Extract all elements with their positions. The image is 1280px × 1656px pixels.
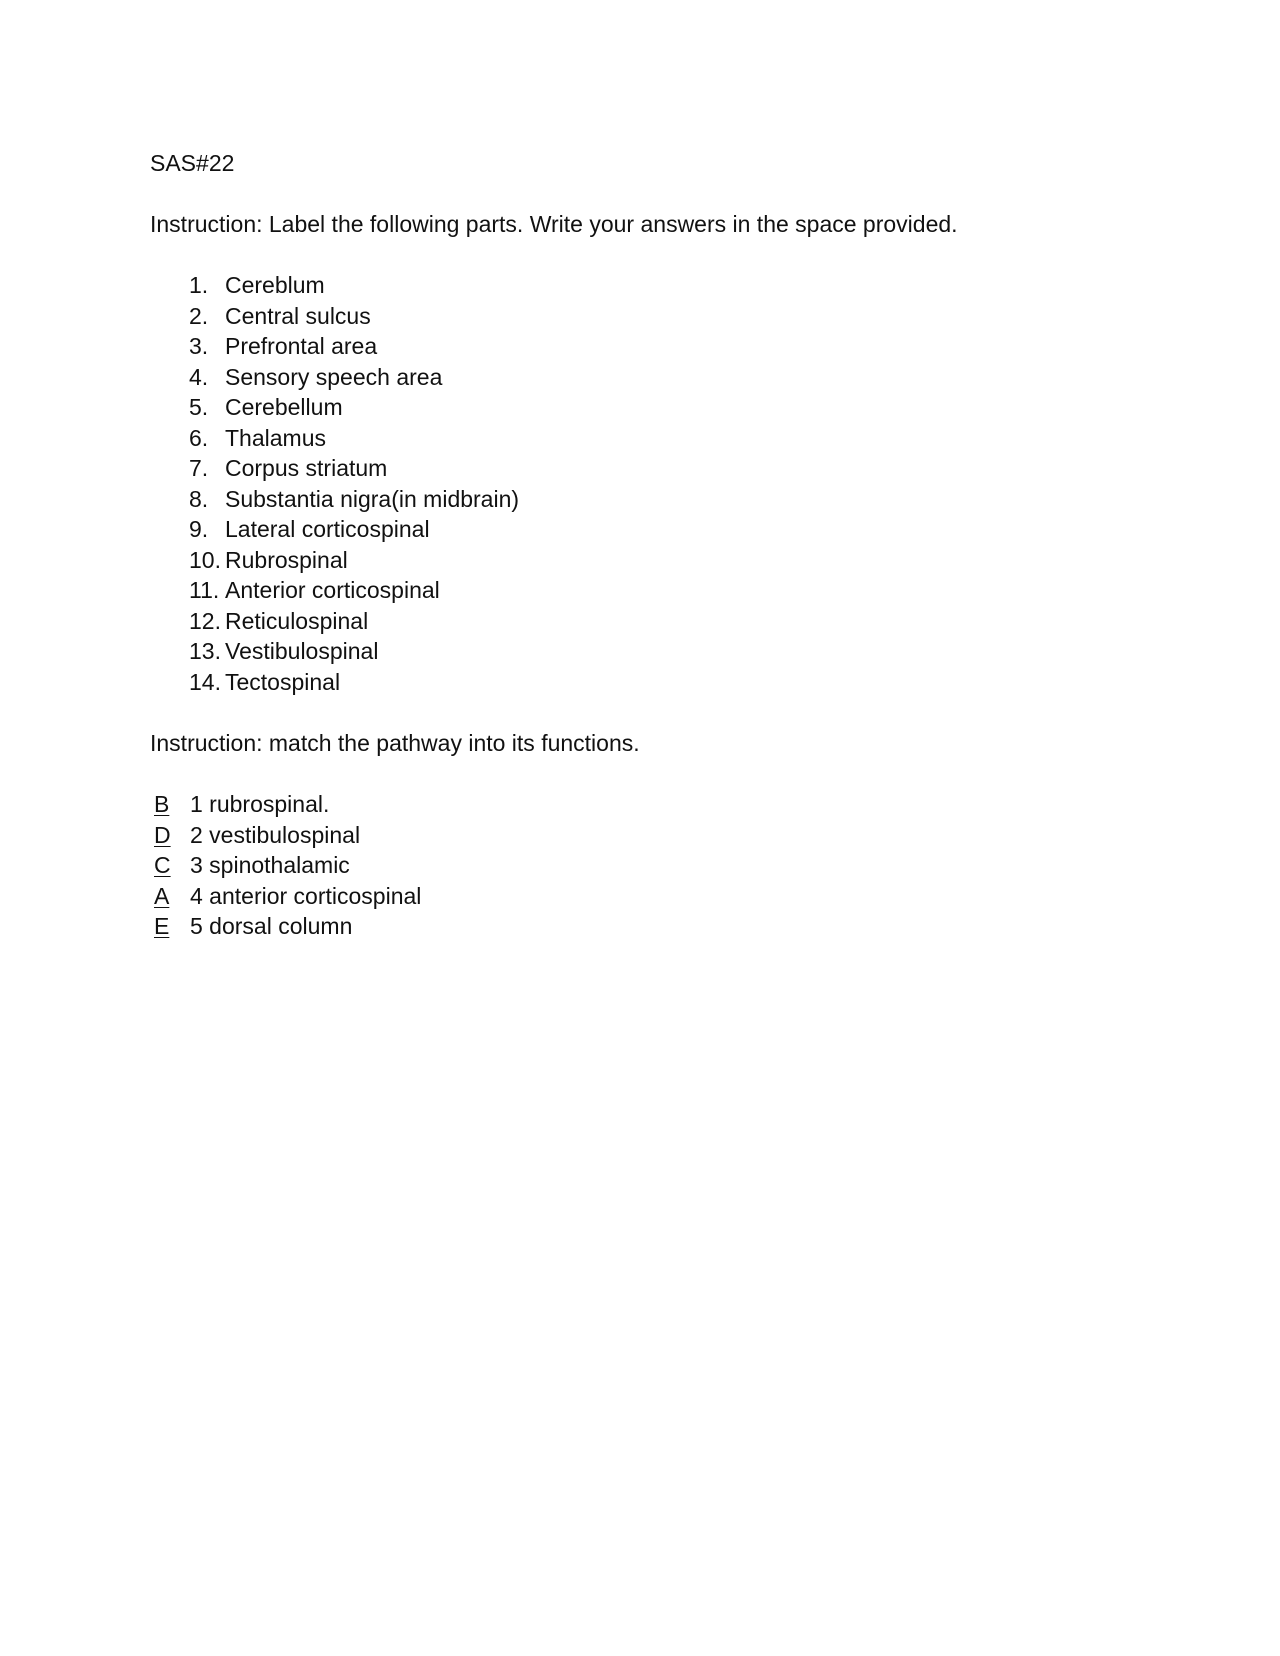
list-item [189,606,1150,637]
document-content [150,148,1150,942]
item-label: Cerebellum [225,394,343,420]
item-label: Reticulospinal [225,607,369,634]
item-number: 3. [189,333,209,359]
match-answer: E [154,913,170,939]
match-answer: D [154,821,171,848]
item-label: Corpus striatum [225,455,388,481]
list-item [189,575,1150,606]
parts-list [150,270,1150,697]
item-number: 5. [189,394,209,420]
item-label: Anterior corticospinal [225,577,440,603]
list-item [189,270,1150,301]
list-item [189,331,1150,362]
list-item [189,423,1150,454]
item-number: 14. [189,668,221,695]
match-answer: A [154,882,170,909]
item-number: 4. [189,363,209,390]
item-number: 13. [189,638,221,664]
item-number: 7. [189,455,209,481]
list-item [154,789,1150,820]
match-item: 3 spinothalamic [190,852,350,878]
list-item [189,667,1150,698]
match-item: 5 dorsal column [190,913,353,939]
match-item: 1 rubrospinal. [190,791,330,817]
item-number: 8. [189,485,209,512]
list-item [189,636,1150,667]
instruction-label-parts: Instruction: Label the following parts. Write your answers in the space provided. [150,211,958,237]
spacer [150,697,1150,728]
list-item [154,820,1150,851]
item-number: 6. [189,424,209,451]
list-item [189,453,1150,484]
item-label: Substantia nigra(in midbrain) [225,485,520,512]
match-item: 4 anterior corticospinal [190,882,422,909]
item-label: Lateral corticospinal [225,516,430,542]
match-answer: C [154,852,171,878]
list-item [154,881,1150,912]
list-item [189,545,1150,576]
match-answer: B [154,791,170,817]
item-number: 11. [189,577,220,603]
list-item [189,484,1150,515]
match-item: 2 vestibulospinal [190,821,361,848]
spacer [150,758,1150,789]
item-number: 1. [189,272,209,298]
spacer [150,178,1150,209]
list-item [189,514,1150,545]
item-label: Cereblum [225,272,325,298]
spacer [150,239,1150,270]
item-label: Tectospinal [225,668,341,695]
item-label: Vestibulospinal [225,638,379,664]
document-title: SAS#22 [150,150,235,176]
list-item [189,362,1150,393]
list-item [189,392,1150,423]
list-item [154,911,1150,942]
item-label: Central sulcus [225,302,371,329]
instruction-match-pathway: Instruction: match the pathway into its functions. [150,730,640,756]
match-list [150,789,1150,942]
item-number: 12. [189,607,221,634]
item-label: Thalamus [225,424,326,451]
item-number: 9. [189,516,209,542]
item-label: Rubrospinal [225,546,348,573]
item-number: 2. [189,302,209,329]
list-item [154,850,1150,881]
item-label: Sensory speech area [225,363,443,390]
item-number: 10. [189,546,221,573]
item-label: Prefrontal area [225,333,378,359]
list-item [189,301,1150,332]
